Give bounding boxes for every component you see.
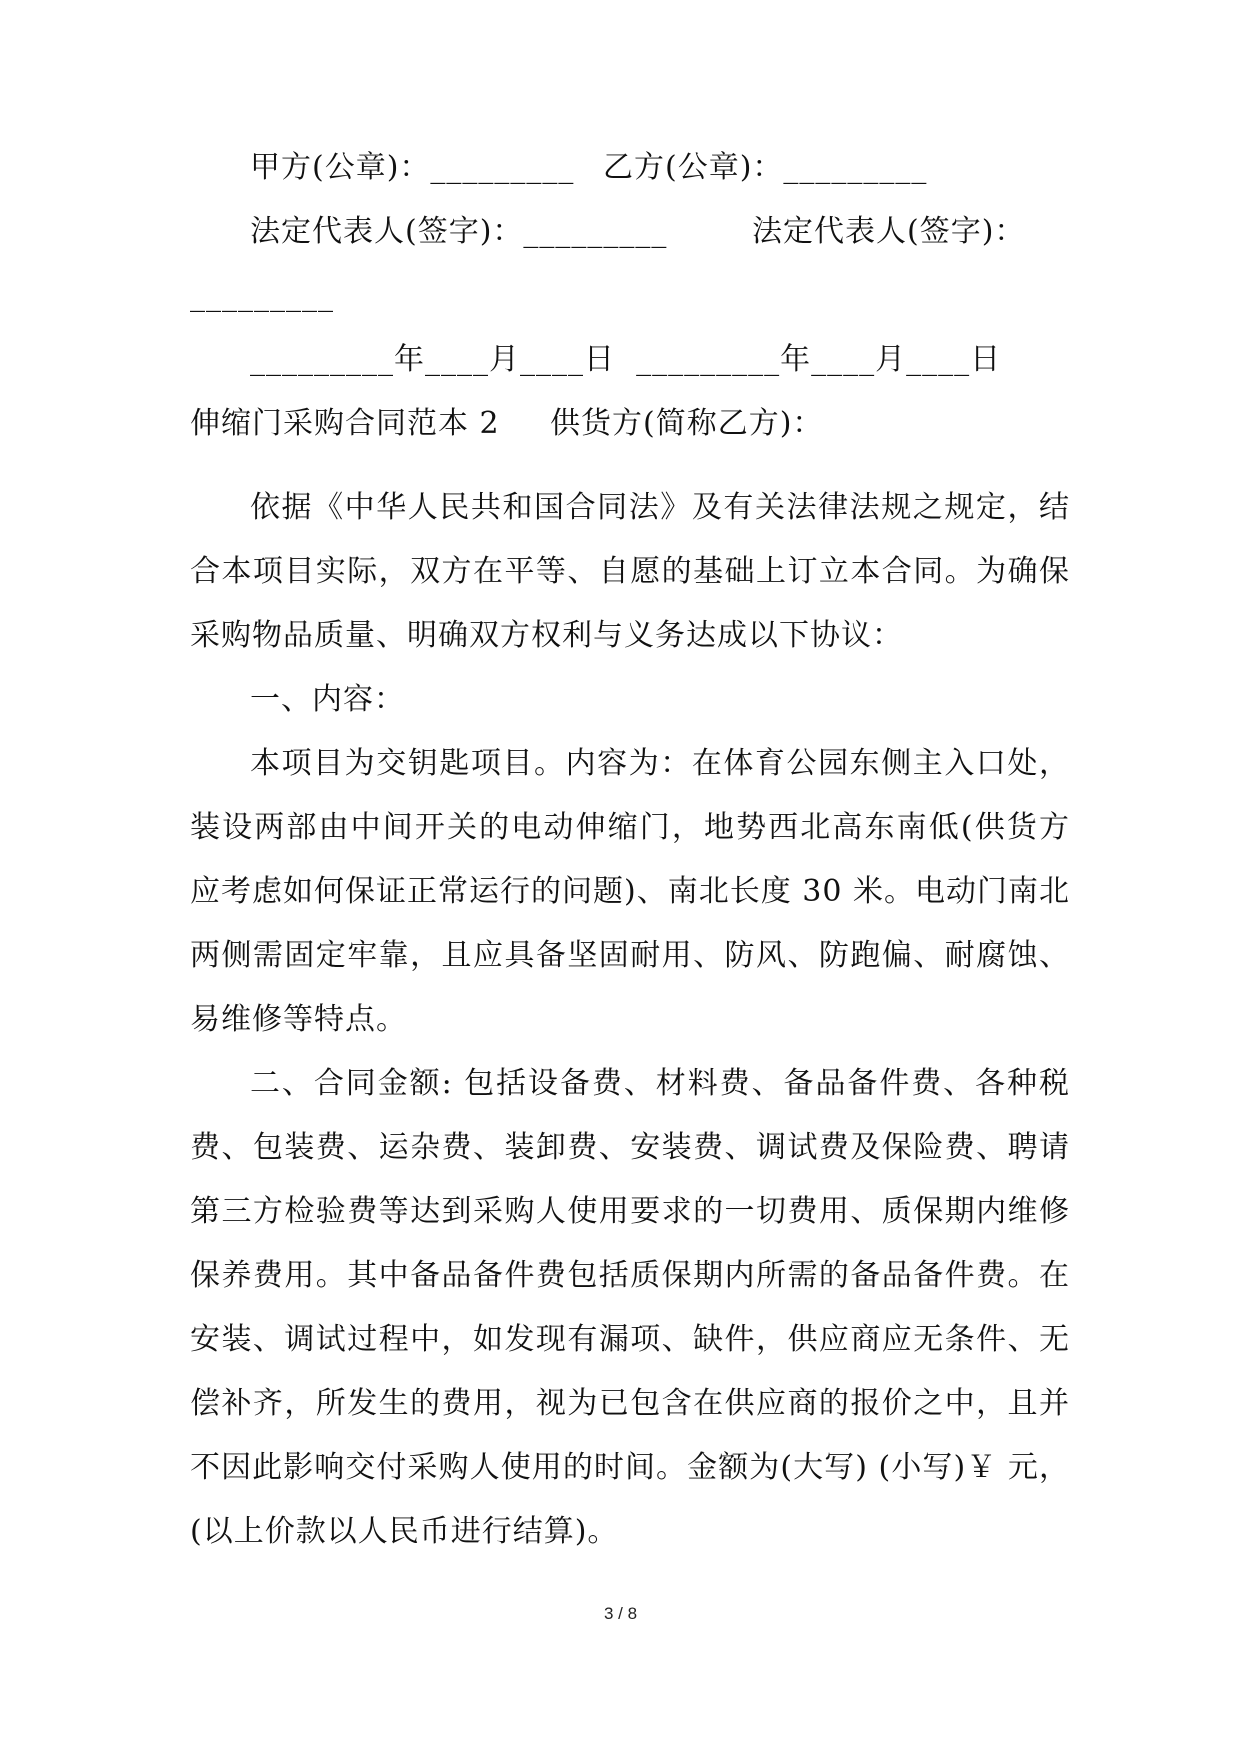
section1-body: 本项目为交钥匙项目。内容为：在体育公园东侧主入口处，装设两部由中间开关的电动伸缩门，地势西北高东南低(供货方应考虑如何保证正常运行的问题)、南北长度 30 米。电动门南北两侧需固定牢靠，且应具备坚固耐用、防风、防跑偏、耐腐蚀、易维修等特点。 (190, 746, 1070, 1037)
party-b-seal: 乙方(公章)：_________ (603, 150, 928, 185)
contract-title: 伸缩门采购合同范本 2 (190, 406, 500, 441)
party-b-representative-blank: _________ (190, 278, 334, 313)
signature-date-line: _________年____月____日 _________年____月____日 (250, 342, 1002, 377)
section2-body: 二、合同金额: 包括设备费、材料费、备品备件费、各种税费、包装费、运杂费、装卸费、安装费、调试费及保险费、聘请第三方检验费等达到采购人使用要求的一切费用、质保期内维修保养费用。其中备品备件费包括质保期内所需的备品备件费。在安装、调试过程中，如发现有漏项、缺件，供应商应无条件、无偿补齐，所发生的费用，视为已包含在供应商的报价之中，且并不因此影响交付采购人使用的时间。金额为(大写) (小写)￥ 元，(以上价款以人民币进行结算)。 (190, 1066, 1070, 1549)
page-number: 3 / 8 (603, 1604, 638, 1623)
supplier-label: 供货方(简称乙方)： (550, 406, 824, 441)
section1-heading: 一、内容： (250, 682, 405, 717)
party-a-representative: 法定代表人(签字)：_________ (250, 214, 668, 249)
party-a-seal: 甲方(公章)：_________ (250, 150, 575, 185)
intro-paragraph: 依据《中华人民共和国合同法》及有关法律法规之规定，结合本项目实际，双方在平等、自愿的基础上订立本合同。为确保采购物品质量、明确双方权利与义务达成以下协议： (190, 490, 1070, 653)
party-b-representative: 法定代表人(签字)： (752, 214, 1026, 249)
